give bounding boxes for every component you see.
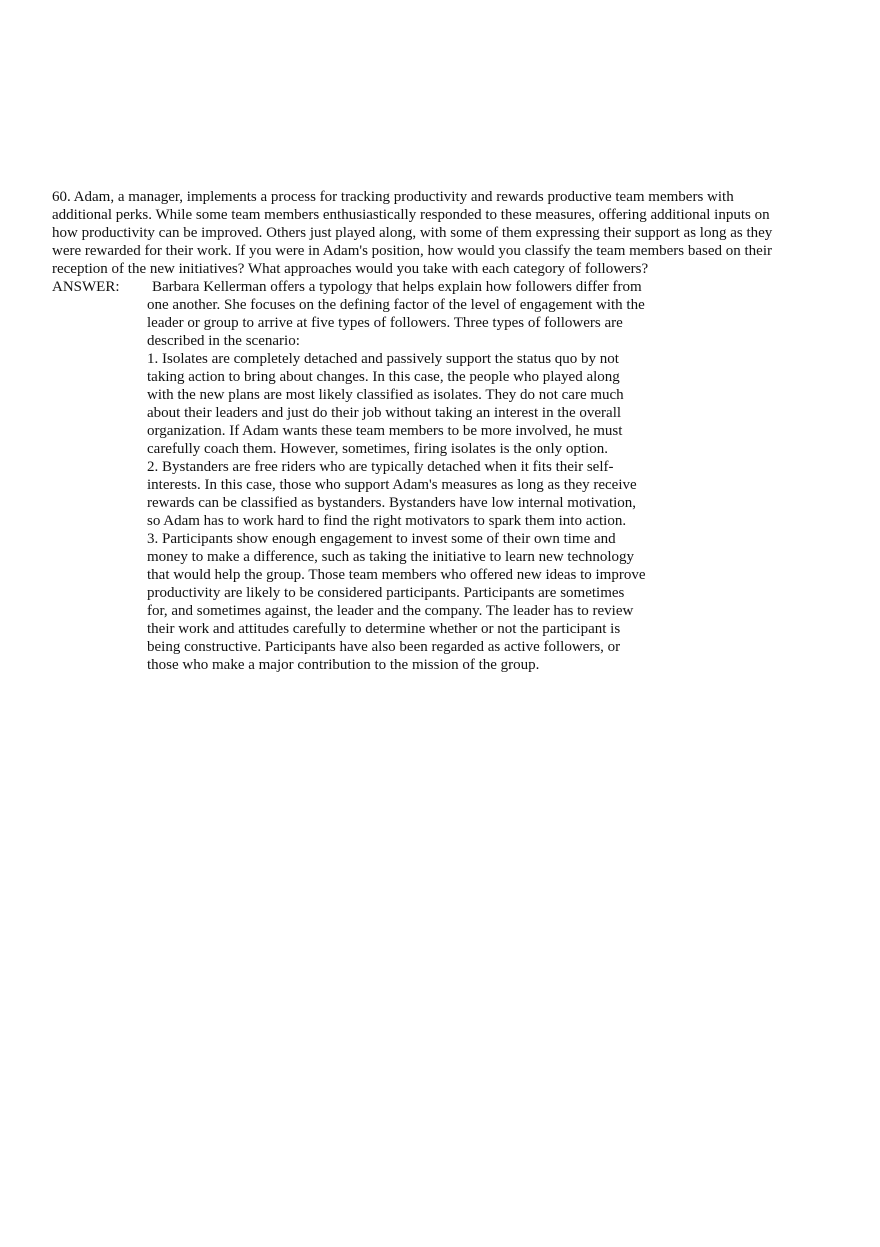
answer-line: one another. She focuses on the defining factor of the level of engagement with the [147,297,645,313]
answer-line: 3. Participants show enough engagement to invest some of their own time and [147,531,616,547]
question-text [52,188,822,278]
question-line: were rewarded for their work. If you were in Adam's position, how would you classify the team members based on their [52,243,773,259]
answer-line: being constructive. Participants have also been regarded as active followers, or [147,639,621,655]
answer-line: those who make a major contribution to the mission of the group. [147,657,540,673]
question-line: additional perks. While some team members enthusiastically responded to these measures, offering additional inputs on [52,207,770,223]
answer-line: productivity are likely to be considered participants. Participants are sometimes [147,585,625,601]
answer-line: for, and sometimes against, the leader and the company. The leader has to review [147,603,634,619]
question-line: how productivity can be improved. Others just played along, with some of them expressing their support as long as they [52,225,773,241]
answer-line: leader or group to arrive at five types of followers. Three types of followers are [147,315,623,331]
answer-line: about their leaders and just do their job without taking an interest in the overall [147,405,622,421]
answer-line: rewards can be classified as bystanders. Bystanders have low internal motivation, [147,495,637,511]
answer-line: interests. In this case, those who support Adam's measures as long as they receive [147,477,637,493]
question-line: 60. Adam, a manager, implements a process for tracking productivity and rewards productive team members with [52,189,734,205]
answer-line: so Adam has to work hard to find the right motivators to spark them into action. [147,513,627,529]
answer-line: carefully coach them. However, sometimes, firing isolates is the only option. [147,441,608,457]
answer-line: described in the scenario: [147,333,300,349]
answer-line: 1. Isolates are completely detached and passively support the status quo by not [147,351,619,367]
answer-line: with the new plans are most likely classified as isolates. They do not care much [147,387,624,403]
answer-label: ANSWER: [52,279,120,295]
answer-line: Barbara Kellerman offers a typology that helps explain how followers differ from [152,279,642,295]
answer-line: taking action to bring about changes. In this case, the people who played along [147,369,620,385]
answer-line: money to make a difference, such as taking the initiative to learn new technology [147,549,635,565]
answer-line: 2. Bystanders are free riders who are typically detached when it fits their self- [147,459,614,475]
answer-text [147,278,687,674]
question-line: reception of the new initiatives? What approaches would you take with each category of followers? [52,261,649,277]
answer-line: their work and attitudes carefully to determine whether or not the participant is [147,621,621,637]
answer-line: organization. If Adam wants these team members to be more involved, he must [147,423,623,439]
answer-line: that would help the group. Those team members who offered new ideas to improve [147,567,646,583]
